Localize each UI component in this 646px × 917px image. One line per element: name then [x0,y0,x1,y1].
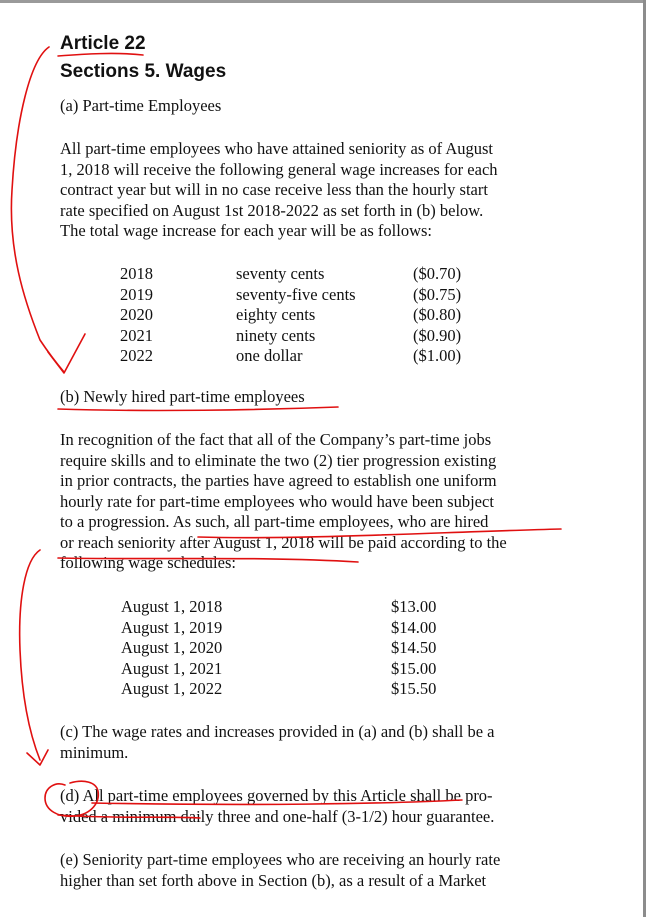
table-row [121,618,451,639]
page-top-border [0,0,646,3]
table-row [120,326,500,347]
amount-cell: ($0.90) [413,325,462,345]
date-cell: August 1, 2018 [121,597,223,616]
left-bracket-arrow-top [11,47,64,372]
date-cell: August 1, 2020 [121,638,223,658]
table-row [120,346,500,367]
year-cell: 2022 [120,346,153,366]
text-line: or reach seniority after August 1, 2018 will be paid according to the [60,532,507,552]
amount-words-cell: one dollar [236,346,303,366]
text-line: in prior contracts, the parties have agreed to establish one uniform [60,471,497,490]
amount-words-cell: eighty cents [236,305,316,325]
amount-words-cell: seventy cents [236,264,325,283]
part-b-paragraph [60,430,507,574]
text-line: rate specified on August 1st 2018-2022 as set forth in (b) below. [60,200,484,220]
amount-words-cell: ninety cents [236,325,316,345]
table-row [121,597,451,618]
text-line: to a progression. As such, all part-time employees, who are hired [60,512,489,531]
table-row [121,679,451,700]
rate-cell: $13.00 [391,597,437,616]
rate-cell: $14.00 [391,617,437,637]
section-title: Sections 5. Wages [60,61,227,82]
rate-cell: $15.00 [391,658,437,678]
text-line: vided a minimum daily three and one-half (3-1/2) hour guarantee. [60,806,495,826]
table-row [120,285,500,306]
text-line: minimum. [60,742,129,762]
table-row [121,638,451,659]
amount-words-cell: seventy-five cents [236,284,356,304]
rate-cell: $15.50 [391,679,437,699]
year-cell: 2018 [120,264,153,283]
year-cell: 2019 [120,284,153,304]
text-line: contract year but will in no case receive less than the hourly start [60,180,488,199]
part-a-paragraph [60,139,498,242]
table-row [120,264,500,285]
article-title: Article 22 [60,33,146,54]
text-line: higher than set forth above in Section (b), as a result of a Market [60,870,487,890]
text-line: (d) All part-time employees governed by this Article shall be pro- [60,786,493,805]
text-line: (e) Seniority part-time employees who are receiving an hourly rate [60,850,501,869]
part-a-heading: (a) Part-time Employees [60,96,222,115]
table-row [120,305,500,326]
text-line: hourly rate for part-time employees who would have been subject [60,491,494,511]
arrowhead-top [48,334,85,373]
date-cell: August 1, 2022 [121,679,223,699]
part-b-heading: (b) Newly hired part-time employees [60,387,305,406]
year-cell: 2021 [120,325,153,345]
part-c-paragraph [60,722,494,763]
text-line: In recognition of the fact that all of the Company’s part-time jobs [60,430,492,449]
text-line: (c) The wage rates and increases provided in (a) and (b) shall be a [60,722,495,741]
text-line: following wage schedules: [60,553,236,572]
amount-cell: ($0.70) [413,264,462,283]
arrowhead-bottom [27,750,48,765]
text-line: require skills and to eliminate the two (2) tier progression existing [60,450,497,470]
date-cell: August 1, 2019 [121,617,223,637]
wage-increase-table [120,264,500,367]
date-cell: August 1, 2021 [121,658,223,678]
table-row [121,659,451,680]
text-line: All part-time employees who have attained seniority as of August [60,139,494,158]
part-d-paragraph [60,786,494,827]
year-cell: 2020 [120,305,153,325]
amount-cell: ($0.80) [413,305,462,325]
wage-schedule-table [121,597,451,700]
amount-cell: ($1.00) [413,346,462,366]
amount-cell: ($0.75) [413,284,462,304]
rate-cell: $14.50 [391,638,437,658]
text-line: 1, 2018 will receive the following general wage increases for each [60,159,498,179]
part-b-heading-underline [58,407,338,410]
part-e-paragraph [60,850,500,891]
text-line: The total wage increase for each year will be as follows: [60,221,433,240]
left-bracket-arrow-bottom [20,550,40,760]
